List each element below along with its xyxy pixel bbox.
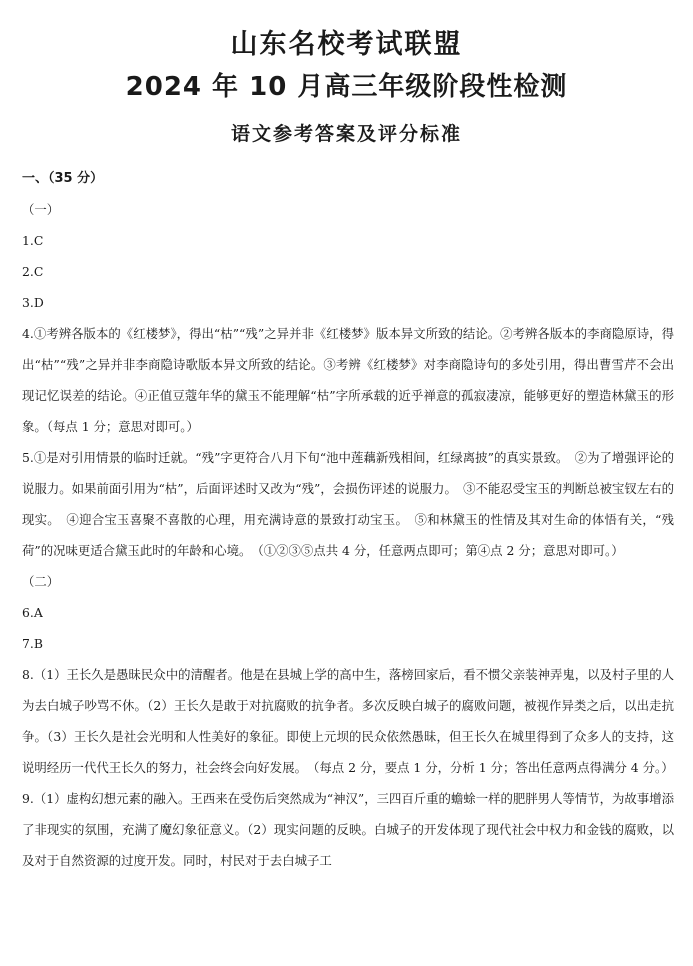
part-heading: （二） (22, 574, 60, 589)
answer-item: 8.（1）王长久是愚昧民众中的清醒者。他是在县城上学的高中生，落榜回家后，看不惯父亲装神弄鬼，以及村子里的人为去白城子吵骂不休。（2）王长久是敢于对抗腐败的抗争者。多次反映白城子的腐败问题，被视作异类之后，以出走抗争。（3）王长久是社会光明和人性美好的象征。即使上元坝的民众依然愚昧，但王长久在城里得到了众多人的支持，这说明经历一代代王长久的努力，社会终会向好发展。 （每点 2 分，要点 1 分，分析 1 分；答出任意两点得满分 4 分。） (22, 667, 674, 775)
document-org-title: 山东名校考试联盟 (230, 29, 463, 60)
answer-item: 3.D (22, 295, 44, 310)
part-heading: （一） (22, 202, 60, 217)
answer-item: 1.C (22, 233, 44, 248)
answer-item: 2.C (22, 264, 44, 279)
answer-item: 6.A (22, 605, 43, 620)
answer-item: 7.B (22, 636, 43, 651)
answer-content (22, 163, 674, 876)
document-subtitle: 语文参考答案及评分标准 (230, 123, 462, 145)
section-heading: 一、（35 分） (22, 171, 104, 186)
answer-item: 5.①是对引用情景的临时迁就。“残”字更符合八月下旬“池中莲藕新残相间，红绿离披”的真实景致。 ②为了增强评论的说服力。如果前面引用为“枯”，后面评述时又改为“残”，会损伤评述的说服力。 ③不能忍受宝玉的判断总被宝钗左右的现实。 ④迎合宝玉喜聚不喜散的心理，用充满诗意的景致打动宝玉。 ⑤和林黛玉的性情及其对生命的体悟有关，“残荷”的况味更适合黛玉此时的年龄和心境。 （①②③⑤点共 4 分，任意两点即可；第④点 2 分；意思对即可。） (22, 450, 674, 558)
answer-item: 4.①考辨各版本的《红楼梦》，得出“枯”“残”之异并非《红楼梦》版本异文所致的结论。②考辨各版本的李商隐原诗，得出“枯”“残”之异并非李商隐诗歌版本异文所致的结论。③考辨《红楼梦》对李商隐诗句的多处引用，得出曹雪芹不会出现记忆误差的结论。④正值豆蔻年华的黛玉不能理解“枯”字所承载的近乎禅意的孤寂凄凉，能够更好的塑造林黛玉的形象。（每点 1 分；意思对即可。） (22, 326, 674, 434)
document-exam-title: 2024 年 10 月高三年级阶段性检测 (125, 72, 568, 102)
answer-item: 9.（1）虚构幻想元素的融入。王西来在受伤后突然成为“神汉”，三四百斤重的蟾蜍一样的肥胖男人等情节，为故事增添了非现实的氛围，充满了魔幻象征意义。（2）现实问题的反映。白城子的开发体现了现代社会中权力和金钱的腐败，以及对于自然资源的过度开发。同时，村民对于去白城子工 (22, 791, 674, 868)
